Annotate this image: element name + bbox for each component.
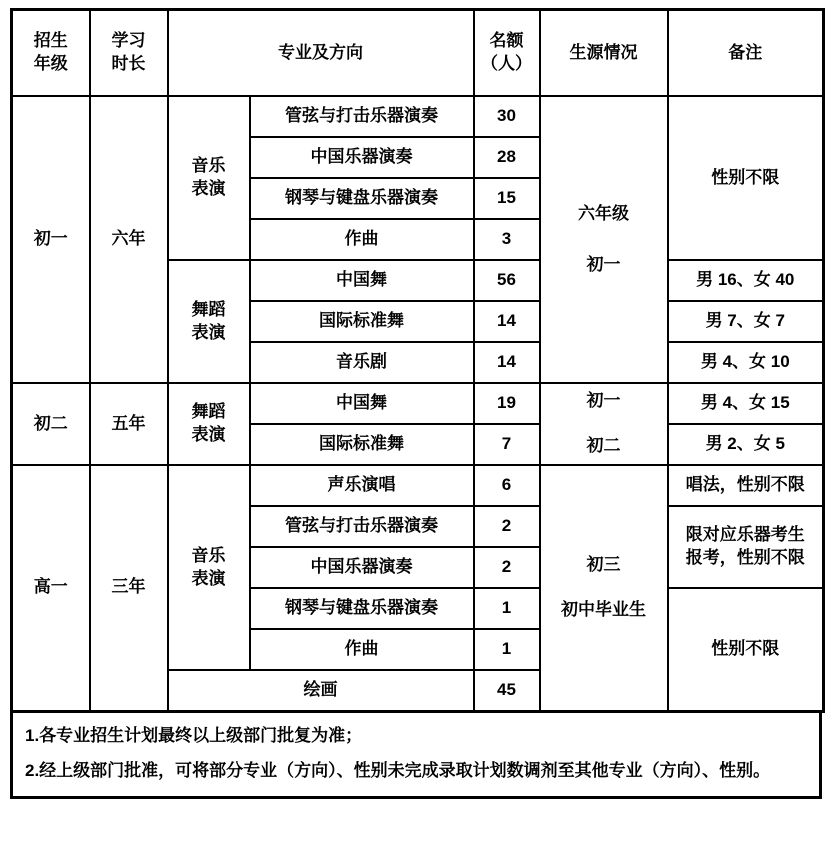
- cell-remark: 男 4、女 10: [668, 342, 824, 383]
- cell-major: 国际标准舞: [250, 301, 474, 342]
- cell-quota: 2: [474, 547, 540, 588]
- footnote-2: 2.经上级部门批准，可将部分专业（方向）、性别未完成录取计划数调剂至其他专业（方向）、性别。: [25, 761, 771, 780]
- cell-duration: 五年: [90, 383, 168, 465]
- footnote-1: 1.各专业招生计划最终以上级部门批复为准；: [25, 725, 363, 745]
- table-row: [12, 96, 824, 137]
- cell-remark: 男 4、女 15: [668, 383, 824, 424]
- cell-major: 绘画: [168, 670, 474, 711]
- cell-quota: 1: [474, 629, 540, 670]
- footnotes: [10, 713, 822, 799]
- cell-grade: 初二: [12, 383, 90, 465]
- cell-major: 中国乐器演奏: [250, 547, 474, 588]
- cell-department: 音乐 表演: [168, 465, 250, 670]
- header-grade: 招生 年级: [12, 10, 90, 97]
- header-quota: 名额 （人）: [474, 10, 540, 97]
- cell-major: 钢琴与键盘乐器演奏: [250, 588, 474, 629]
- cell-quota: 7: [474, 424, 540, 465]
- cell-remark: 性别不限: [668, 588, 824, 711]
- cell-grade: 高一: [12, 465, 90, 711]
- cell-quota: 28: [474, 137, 540, 178]
- cell-source: 初一 初二: [540, 383, 668, 465]
- cell-quota: 6: [474, 465, 540, 506]
- cell-major: 国际标准舞: [250, 424, 474, 465]
- cell-duration: 三年: [90, 465, 168, 711]
- cell-major: 作曲: [250, 219, 474, 260]
- header-duration: 学习 时长: [90, 10, 168, 97]
- header-major: 专业及方向: [168, 10, 474, 97]
- cell-remark: 男 7、女 7: [668, 301, 824, 342]
- cell-source: 六年级 初一: [540, 96, 668, 383]
- cell-major: 中国舞: [250, 383, 474, 424]
- cell-quota: 15: [474, 178, 540, 219]
- cell-remark: 限对应乐器考生 报考，性别不限: [668, 506, 824, 588]
- header-remark: 备注: [668, 10, 824, 97]
- cell-duration: 六年: [90, 96, 168, 383]
- cell-major: 声乐演唱: [250, 465, 474, 506]
- admissions-plan-table: [10, 8, 825, 713]
- cell-major: 中国舞: [250, 260, 474, 301]
- table-row: [12, 383, 824, 424]
- cell-department: 舞蹈 表演: [168, 260, 250, 383]
- cell-quota: 14: [474, 301, 540, 342]
- cell-major: 音乐剧: [250, 342, 474, 383]
- table-header-row: [12, 10, 824, 97]
- cell-major: 钢琴与键盘乐器演奏: [250, 178, 474, 219]
- cell-quota: 1: [474, 588, 540, 629]
- cell-remark: 男 2、女 5: [668, 424, 824, 465]
- cell-quota: 30: [474, 96, 540, 137]
- cell-source: 初三 初中毕业生: [540, 465, 668, 711]
- cell-major: 管弦与打击乐器演奏: [250, 96, 474, 137]
- cell-major: 中国乐器演奏: [250, 137, 474, 178]
- table-row: [12, 465, 824, 506]
- cell-grade: 初一: [12, 96, 90, 383]
- cell-department: 舞蹈 表演: [168, 383, 250, 465]
- cell-major: 作曲: [250, 629, 474, 670]
- cell-quota: 45: [474, 670, 540, 711]
- cell-major: 管弦与打击乐器演奏: [250, 506, 474, 547]
- cell-quota: 14: [474, 342, 540, 383]
- cell-department: 音乐 表演: [168, 96, 250, 260]
- cell-quota: 3: [474, 219, 540, 260]
- cell-quota: 56: [474, 260, 540, 301]
- cell-remark: 性别不限: [668, 96, 824, 260]
- cell-remark: 唱法，性别不限: [668, 465, 824, 506]
- cell-remark: 男 16、女 40: [668, 260, 824, 301]
- cell-quota: 19: [474, 383, 540, 424]
- header-source: 生源情况: [540, 10, 668, 97]
- cell-quota: 2: [474, 506, 540, 547]
